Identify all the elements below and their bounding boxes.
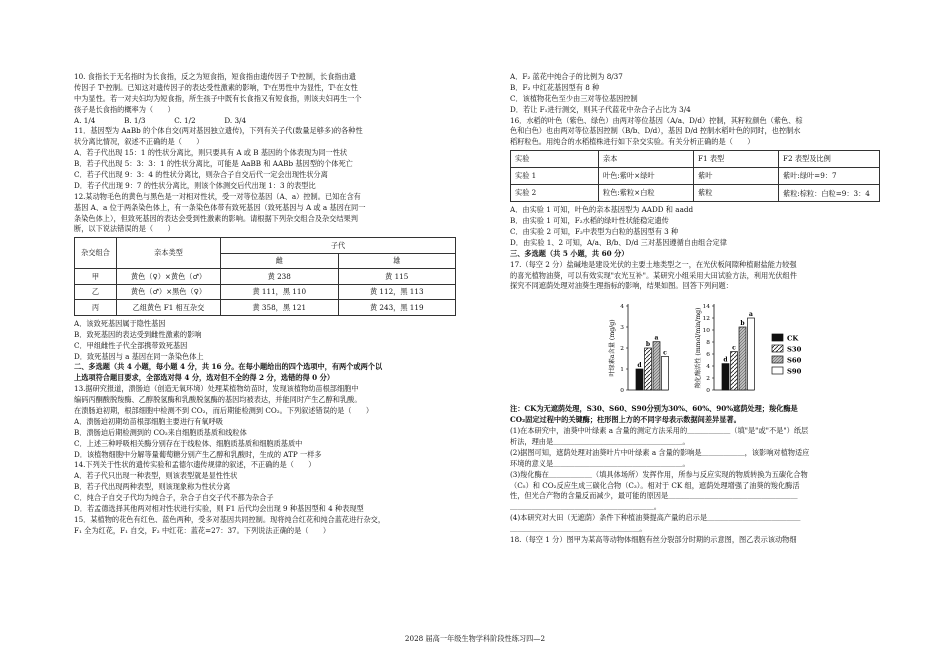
q15-option: C．该植物花色至少由三对等位基因控制: [510, 93, 638, 103]
chart-b-bar-s90: [748, 318, 755, 390]
chart-b-bar-ck: [722, 364, 729, 390]
legend-swatch: [772, 334, 783, 341]
q13-option: C．上述三种呼吸相关酶分别存在于线粒体、细胞质基质和细胞质基质中: [74, 438, 303, 448]
q12-line: 12.某动物毛色的黄色与黑色是一对相对性状，受一对等位基因（A、a）控制。已知在含有: [74, 191, 361, 201]
right-column: [510, 72, 880, 546]
q10-line: 中为显性。若一对夫妇均为短食指，所生孩子中既有长食指又有短食指，则该夫妇再生一个: [74, 93, 362, 103]
q16-line: 稻籽粒色。用纯合的水稻植株进行如下杂交实验。有关分析正确的是（ ）: [510, 137, 755, 147]
q16-option: D．由实验 1、2 可知，A/a、B/b、D/d 三对基因遵循自由组合定律: [510, 237, 727, 247]
q14-option: B．若子代出现两种表型，则该现象称为性状分离: [74, 482, 231, 492]
q15-line: F₁ 全为红花，F₁ 自交，F₂ 中红花：蓝花=27：37。下列说法正确的是（ ）: [74, 525, 331, 535]
chart-b-significance-letter: d: [723, 356, 728, 364]
q14-option: A．若子代只出现一种表型，则该表型就是显性性状: [74, 471, 238, 481]
chart-b-significance-letter: c: [732, 344, 736, 352]
chart-b-tick-label: 12: [702, 316, 710, 323]
chart-a-tick-label: 1: [620, 367, 624, 374]
legend-swatch: [772, 345, 783, 352]
chart-a-tick-label: 3: [620, 325, 624, 332]
section-3-heading: 三、多选题（共 5 小题，共 60 分）: [510, 248, 629, 258]
table-cell: 乙组黄色 F1 相互杂交: [117, 300, 221, 316]
q17-sub-line: 性，但光合产物的含量反而减少，最可能的原因是＿＿＿＿＿＿＿＿＿＿＿＿＿＿＿＿＿＿: [510, 491, 798, 501]
legend-swatch: [772, 356, 783, 363]
chart-a-bar-ck: [636, 369, 643, 390]
question-16: [510, 116, 880, 249]
q12-option: A．该致死基因属于隐性基因: [74, 318, 166, 328]
table-row: [511, 168, 880, 185]
legend-label: S60: [787, 356, 802, 365]
q11-option: C．若子代出现 9：3：4 的性状分离比，则杂合子自交后代一定会出现性状分离: [74, 170, 328, 180]
q10-line: 传因子 Tᴸ控制。已知这对遗传因子的表达受性激素的影响，Tˢ在男性中为显性，Tᴸ在女性: [74, 82, 358, 92]
table-header: 雌: [221, 253, 339, 269]
q14-option: C．纯合子自交子代均为纯合子，杂合子自交子代不都为杂合子: [74, 493, 274, 503]
table-cell: 紫叶: [694, 168, 779, 185]
table-cell: 乙: [75, 284, 117, 300]
table-cell: 黄 358，黑 121: [221, 300, 339, 316]
q13-option: B．溃肠迫后期检测到的 CO₂来自细胞质基质和线粒体: [74, 427, 247, 437]
q16-line: 色和白色）也由两对等位基因控制（B/b、D/d），基因 D/d 控制水稻叶色的同时，也控制水: [510, 126, 801, 136]
table-row: [75, 269, 456, 285]
q10-options: A. 1/4 B. 1/3 C. 1/2 D. 3/4: [74, 115, 247, 125]
q17-sub-line: ＿＿＿＿＿＿＿＿＿＿＿＿＿＿＿＿＿＿。: [510, 524, 647, 534]
table-row: [75, 300, 456, 316]
chart-b-tick-label: 8: [706, 340, 710, 347]
q16-option: C．由实验 2 可知，F₂中表型为白粒的基因型有 3 种: [510, 227, 679, 237]
chart-a-significance-letter: d: [637, 362, 642, 370]
q14-line: 14.下列关于性状的遗传实验和孟德尔遗传规律的叙述，不正确的是（ ）: [74, 460, 316, 470]
q12-option: B．致死基因的表达受到雌性激素的影响: [74, 329, 202, 339]
chart-a-tick-label: 2: [620, 346, 624, 353]
legend-swatch: [772, 367, 783, 374]
q17-line: 探究不同遮荫处理对油葵生理指标的影响，结果如图。回答下列问题：: [510, 281, 733, 291]
q13-option: D．该植物细胞中分解等量葡萄糖分别产生乙醇和乳酸时，生成的 ATP 一样多: [74, 449, 322, 459]
table-header: 实验: [511, 151, 599, 168]
chart-b-significance-letter: b: [740, 320, 745, 328]
rice-experiment-table: [510, 150, 880, 202]
question-10: [74, 72, 456, 126]
q16-option: A．由实验 1 可知，叶色的亲本基因型为 AADD 和 aadd: [510, 205, 694, 215]
section-heading-line: 上选项符合题目要求，全部选对得 4 分，选对但不全的得 2 分，选错的得 0 分）: [74, 373, 335, 383]
q17-sub-line: (2)据图可知，遮荫处理对油葵叶片中叶绿素 a 含量的影响是＿＿＿＿＿＿，该影响对植物适应: [510, 447, 810, 457]
question-13: [74, 384, 456, 460]
chart-b-bar-s60: [739, 327, 746, 390]
table-header: 子代: [221, 238, 456, 254]
q16-line: 16．水稻的叶色（紫色、绿色）由两对等位基因（A/a、D/d）控制，其籽粒颜色（紫色、棕: [510, 115, 803, 125]
q17-sub-line: 环境的意义是＿＿＿＿＿＿＿＿＿＿＿＿＿＿＿＿＿＿。: [510, 458, 690, 468]
q13-line: 编码丙酮酸脱羧酶、乙醇脱氢酶和乳酸脱氢酶的基因均被表达，并能同时产生乙醇和乳酸。: [74, 395, 362, 405]
q10-line: 10. 食指长于无名指时为长食指，反之为短食指，短食指由遗传因子 Tˢ控制，长食指由遗: [74, 72, 356, 81]
table-cell: 紫粒:棕粒：白粒=9：3：4: [779, 185, 880, 202]
table-cell: 丙: [75, 300, 117, 316]
question-11: [74, 126, 456, 191]
chart-b-tick-label: 0: [706, 388, 710, 395]
table-header: F1 表型: [694, 151, 779, 168]
page-footer: 2028 届高一年级生物学科阶段性练习四—2: [404, 634, 546, 643]
chart-b-tick-label: 2: [706, 376, 710, 383]
table-cell: 紫粒: [694, 185, 779, 202]
q13-option: A．溃肠迫初期幼苗根部细胞主要进行有氧呼吸: [74, 416, 223, 426]
carboxylase-chart: [694, 304, 755, 394]
table-header: 雄: [338, 253, 456, 269]
legend-label: S90: [787, 367, 802, 376]
table-header: 亲本: [599, 151, 694, 168]
table-cell: 黄 112，黑 113: [338, 284, 456, 300]
table-cell: 紫叶:绿叶=9：7: [779, 168, 880, 185]
q11-option: D．若子代出现 9：7 的性状分离比，则该个体测交后代出现 1：3 的表型比: [74, 180, 316, 190]
chart-a-ylabel: 叶绿素a含量 (mg/g): [609, 319, 616, 378]
table-header: F2 表型及比例: [779, 151, 880, 168]
q15-option: B．F₂ 中红花基因型有 8 种: [510, 82, 600, 92]
q15-option: A．F₂ 蓝花中纯合子的比例为 8/37: [510, 72, 623, 81]
q12-line: 基因 A、a 位于两条染色体上，有一条染色体带有致死基因（致死基因与 A 或 a 基因在同一: [74, 202, 366, 212]
q12-option: D．致死基因与 a 基因在同一条染色体上: [74, 351, 204, 361]
section-heading-line: 二、多选题（共 4 小题，每小题 4 分，共 16 分。在每小题给出的四个选项中，有两个或两个以: [74, 362, 383, 372]
table-cell: 叶色:紫叶×绿叶: [599, 168, 694, 185]
table-cell: 甲: [75, 269, 117, 285]
chart-b-tick-label: 14: [702, 304, 710, 311]
table-cell: 黄 238: [221, 269, 339, 285]
chart-b-tick-label: 6: [706, 352, 710, 359]
q12-line: 断，以下说法错误的是（ ）: [74, 224, 175, 234]
q17-figures: [510, 294, 880, 402]
cross-result-table: [74, 237, 456, 316]
legend-label: CK: [787, 334, 799, 343]
chart-b-tick-label: 10: [702, 328, 710, 335]
q11-option: B．若子代出现 5：3：3：1 的性状分离比，可能是 AaBB 和 AABb 基因型的个体死亡: [74, 159, 353, 169]
table-cell: 粒色:紫粒×白粒: [599, 185, 694, 202]
q14-option: D．若孟德选择其他两对相对性状进行实验，则 F1 后代均会出现 9 种基因型和 4 种表现型: [74, 504, 364, 513]
question-17: [510, 260, 880, 535]
q15-line: 15．某植物的花色有红色、蓝色两种，受多对基因共同控制。现将纯合红花和纯合蓝花进行杂交，: [74, 514, 386, 524]
figure-note: CO₂固定过程中的关键酶；柱形图上方的不同字母表示数据间差异显著。: [510, 415, 741, 425]
q17-sub-line: 析法，理由是＿＿＿＿＿＿＿＿＿＿＿＿＿＿＿＿＿＿。: [510, 437, 690, 447]
chart-b-ylabel: 羧化酶活性 (mmol/min/mg): [695, 307, 702, 389]
chart-b-bar-s30: [731, 352, 738, 390]
chart-a-bar-s30: [645, 348, 652, 390]
table-header: 亲本类型: [117, 238, 221, 269]
chart-a-significance-letter: b: [645, 341, 651, 349]
q11-line: 状分离比情况，叙述不正确的是（ ）: [74, 137, 204, 147]
table-row: [511, 185, 880, 202]
q17-sub-line: (1)在本研究中，油葵中叶绿素 a 含量的测定方法采用的＿＿＿＿＿＿（填"是"或"不是"）纸层: [510, 426, 809, 436]
question-15: [74, 515, 456, 537]
table-cell: 实验 1: [511, 168, 599, 185]
q17-line: 17.（每空 2 分）盐碱地是建设光伏的主要土地类型之一，在光伏板间隙种植耐盐能力较强: [510, 259, 797, 269]
table-cell: 黄色（♂）×黑色（♀）: [117, 284, 221, 300]
chart-a-tick-label: 0: [620, 388, 624, 395]
q12-option: C．甲组雌性子代全部携带致死基因: [74, 340, 188, 350]
q17-sub-line: (3)羧化酶在＿＿＿＿＿＿（填具体场所）发挥作用，所参与反应实现的物质转换为五碳化合物: [510, 469, 808, 479]
table-row: [75, 284, 456, 300]
chart-a-significance-letter: a: [654, 335, 659, 343]
q12-line: 条染色体上），但致死基因的表达会受到性激素的影响。请根据下列杂交组合及杂交结果判: [74, 213, 358, 223]
q16-option: B．由实验 1 可知，F₂水稻的绿叶性状能稳定遗传: [510, 216, 669, 226]
q11-option: A．若子代出现 15：1 的性状分离比，则只要具有 A 或 B 基因的个体表现为同一性状: [74, 148, 348, 158]
table-cell: 黄 243，黑 119: [338, 300, 456, 316]
chlorophyll-a-chart: [608, 304, 669, 394]
chart-a-tick-label: 4: [620, 304, 624, 311]
chart-a-bar-s60: [653, 342, 660, 390]
left-column: [74, 72, 456, 537]
chart-b-significance-letter: a: [749, 311, 753, 319]
q15-option: D．若让 F₁进行测交，则其子代蓝花中杂合子占比为 3/4: [510, 104, 691, 114]
q17-sub-line: ＿＿＿＿＿＿＿＿＿＿＿＿＿＿＿＿＿＿＿＿。: [510, 502, 661, 512]
table-cell: 实验 2: [511, 185, 599, 202]
question-18: 18.（每空 1 分）图甲为某高等动物体细胞有丝分裂部分时期的示意图，图乙表示该动物细: [510, 535, 797, 545]
table-cell: 黄 115: [338, 269, 456, 285]
question-14: [74, 460, 456, 514]
q17-sub-line: (4)本研究对大田（无遮荫）条件下种植油葵提高产量的启示是＿＿＿＿＿＿＿＿＿＿＿＿＿: [510, 513, 801, 523]
question-15-options: [510, 72, 880, 116]
chart-b-tick-label: 4: [706, 364, 710, 371]
q13-line: 在溃肠迫初期，根部细胞中检测不到 CO₂，而后期能检测到 CO₂。下列叙述错误的是（ ）: [74, 405, 374, 415]
q17-line: 的喜光植物油葵，可以有效实现"农光互补"。某研究小组采用大田试验方法，利用光伏组件: [510, 270, 797, 280]
chart-a-bar-s90: [662, 357, 669, 391]
table-cell: 黄 111，黑 110: [221, 284, 339, 300]
q10-line: 孩子是长食指的概率为（ ）: [74, 104, 175, 114]
figure-note: 注：CK为无遮荫处理，S30、S60、S90分别为30%、60%、90%遮荫处理；羧化酶是: [510, 404, 798, 414]
chart-a-significance-letter: c: [663, 349, 667, 357]
q13-line: 13.据研究报道，溃肠迫（创造无氧环境）处理某植物幼苗时，发现该植物幼苗根部细胞中: [74, 384, 359, 394]
table-cell: 黄色（♀）×黄色（♂）: [117, 269, 221, 285]
shading-bar-charts: [510, 294, 880, 402]
q17-sub-line: （C₅）和 CO₂反应生成三碳化合物（C₃）。相对于 CK 组，遮荫处理增强了油葵的羧化酶活: [510, 480, 800, 490]
question-12: [74, 192, 456, 363]
legend-label: S30: [787, 345, 802, 354]
table-header: 杂交组合: [75, 238, 117, 269]
chart-legend: [772, 334, 802, 376]
section-2-heading: [74, 362, 456, 384]
q11-line: 11．基因型为 AaBb 的个体自交(两对基因独立遗传)，下列有关子代(数量足够多)的各种性: [74, 126, 363, 136]
